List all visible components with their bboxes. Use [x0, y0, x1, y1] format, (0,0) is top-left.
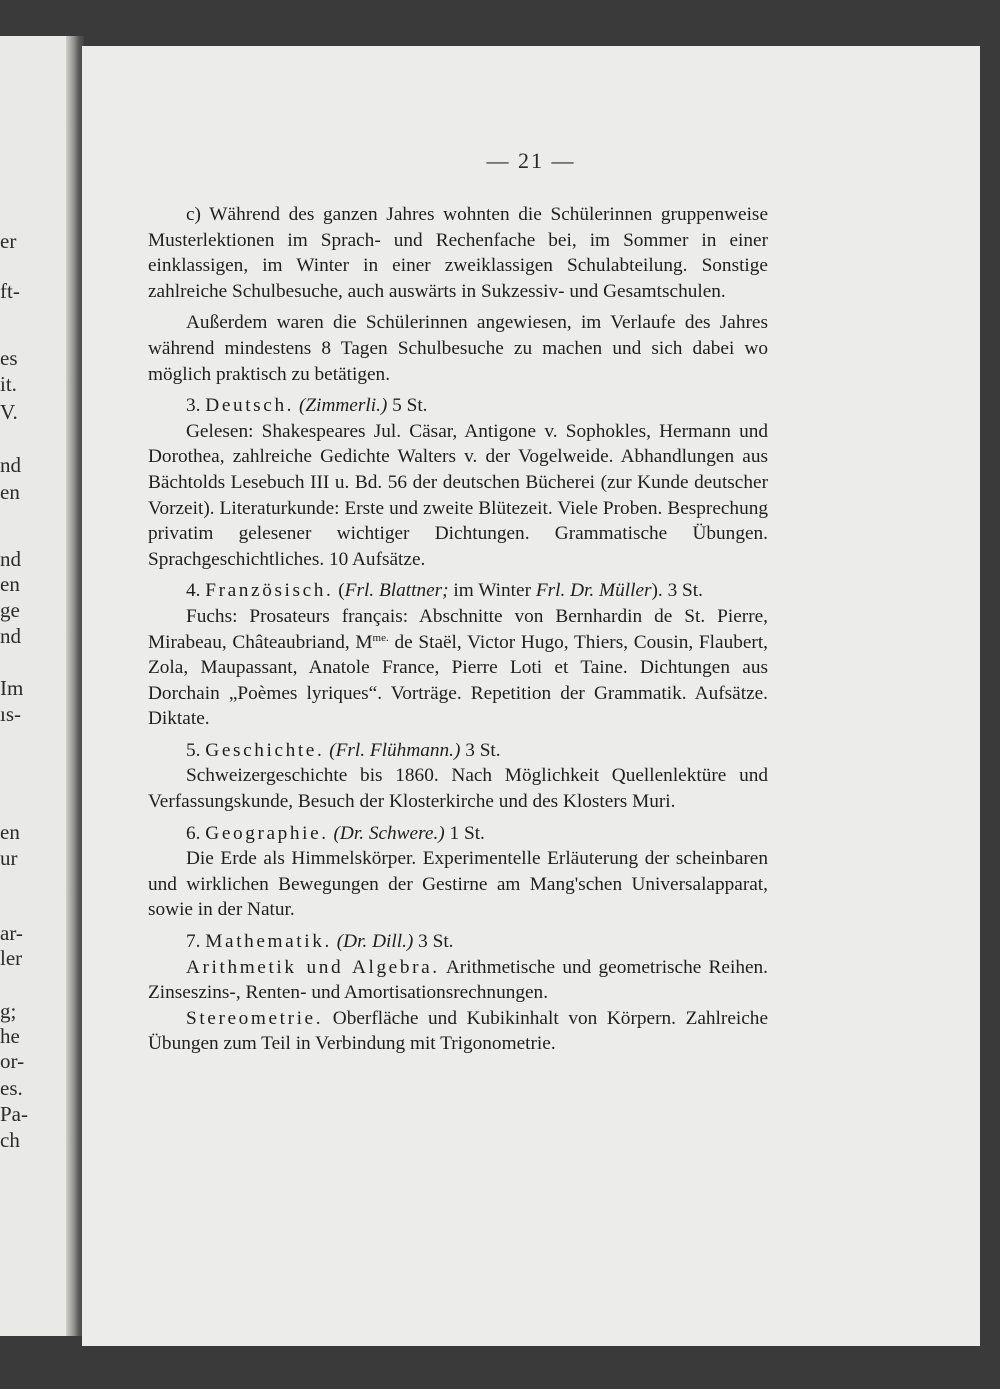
teacher-name: (Dr. Dill.) [336, 931, 414, 953]
subject-heading-deutsch: 3. Deutsch. (Zimmerli.) 5 St. [186, 395, 428, 417]
teacher-name: Frl. Dr. Müller [535, 580, 652, 602]
subject-heading-franzoesisch: 4. Französisch. (Frl. Blattner; im Winter Frl. Dr. Müller). 3 St. [186, 580, 703, 602]
left-fragment: ler [0, 946, 23, 970]
left-fragment: er [0, 229, 17, 253]
left-fragment: ar- [0, 921, 23, 945]
hours: 3 St. [418, 931, 454, 953]
left-fragment: V. [0, 400, 18, 424]
left-fragment: es. [0, 1076, 23, 1100]
left-fragment: ge [0, 598, 20, 622]
teacher-name: Frl. Blattner; [344, 580, 449, 602]
subject-title: Französisch. [205, 580, 334, 602]
hours: 3 St. [667, 580, 703, 602]
subtopic-title: Arithmetik und Algebra. [186, 956, 440, 978]
left-fragment: ft- [0, 279, 20, 303]
paragraph-practice-lessons: c) Während des ganzen Jahres wohnten die Schülerinnen gruppenweise Musterlektionen im Sprach- und Rechenfache bei, im Sommer in einer einklassigen, im Winter in einer zweiklassigen Schulabteilung. Sonstige zahlreiche Schulbesuche, auch auswärts in Sukzessiv- und Gesamtschulen. [148, 204, 768, 302]
subject-heading-mathematik: 7. Mathematik. (Dr. Dill.) 3 St. [186, 931, 454, 953]
subtopic-title: Stereometrie. [186, 1007, 324, 1029]
left-fragment: ur [0, 846, 18, 870]
left-fragment: g; [0, 999, 17, 1023]
left-fragment: nd [0, 547, 21, 571]
paragraph-school-visits: Außerdem waren die Schülerinnen angewiesen, im Verlaufe des Jahres während mindestens 8 Tagen Schulbesuche zu machen und sich dabei wo möglich praktisch zu betätigen. [148, 312, 768, 385]
page-body [148, 202, 768, 1063]
left-fragment: en [0, 572, 20, 596]
subject-body-geschichte: Schweizergeschichte bis 1860. Nach Möglichkeit Quellenlektüre und Verfassungskunde, Besuch der Klosterkirche und des Klosters Muri. [148, 765, 768, 813]
left-fragment: es [0, 346, 18, 370]
subject-body-stereometrie: Stereometrie. Oberfläche und Kubikinhalt von Körpern. Zahlreiche Übungen zum Teil in Verbindung mit Trigonometrie. [148, 1007, 769, 1055]
subject-heading-geschichte: 5. Geschichte. (Frl. Flühmann.) 3 St. [186, 739, 501, 761]
page-number: — 21 — [486, 148, 576, 173]
left-fragment: he [0, 1024, 20, 1048]
teacher-name: (Zimmerli.) [298, 395, 388, 417]
teacher-name: (Dr. Schwere.) [333, 822, 445, 844]
subject-body-franzoesisch: Fuchs: Prosateurs français: Abschnitte von Bernhardin de St. Pierre, Mirabeau, Châteaubriand, $M^{me.}$ de Staël, Victor Hugo, Thiers, Cousin, Flaubert, Zola, Maupassant, Anatole France, Pierre Loti et Taine. Dichtungen aus Dorchain „Poèmes lyriques“. Vorträge. Repetition der Grammatik. Aufsätze. Diktate. [148, 605, 769, 730]
hours: 1 St. [449, 822, 485, 844]
subject-title: Geographie. [205, 822, 329, 844]
left-fragment: nd [0, 624, 21, 648]
subject-body-deutsch: Gelesen: Shakespeares Jul. Cäsar, Antigone v. Sophokles, Hermann und Dorothea, zahlreiche Gedichte Walters v. der Vogelweide. Abhandlungen aus Bächtolds Lesebuch III u. Bd. 56 der deutschen Bücherei (zur Kunde deutscher Vorzeit). Literaturkunde: Erste und zweite Blütezeit. Viele Proben. Besprechung privatim gelesener wichtiger Dichtungen. Grammatische Übungen. Sprachgeschichtliches. 10 Aufsätze. [148, 420, 768, 570]
document-page [82, 46, 980, 1346]
left-fragment: en [0, 480, 20, 504]
subject-title: Mathematik. [205, 931, 332, 953]
left-fragment: en [0, 820, 20, 844]
subject-title: Deutsch. [205, 395, 295, 417]
hours: 5 St. [392, 395, 428, 417]
teacher-name: (Frl. Flühmann.) [329, 739, 461, 761]
left-fragment: or- [0, 1049, 25, 1073]
left-fragment: nd [0, 453, 21, 477]
subject-heading-geographie: 6. Geographie. (Dr. Schwere.) 1 St. [186, 822, 485, 844]
subject-title: Geschichte. [205, 739, 325, 761]
subject-body-geographie: Die Erde als Himmelskörper. Experimentelle Erläuterung der scheinbaren und wirklichen Bewegungen der Gestirne am Mang'schen Universalapparat, sowie in der Natur. [148, 848, 768, 921]
left-fragment: it. [0, 372, 17, 396]
subject-body-arithmetik: Arithmetik und Algebra. Arithmetische und geometrische Reihen. Zinseszins-, Renten- und Amortisationsrechnungen. [148, 956, 768, 1004]
hours: 3 St. [465, 739, 501, 761]
left-fragment: Im [0, 676, 24, 700]
left-fragment: Pa- [0, 1102, 28, 1126]
left-fragment: ıs- [0, 702, 21, 726]
left-fragment: ch [0, 1128, 20, 1152]
left-page-edge [0, 36, 72, 1336]
